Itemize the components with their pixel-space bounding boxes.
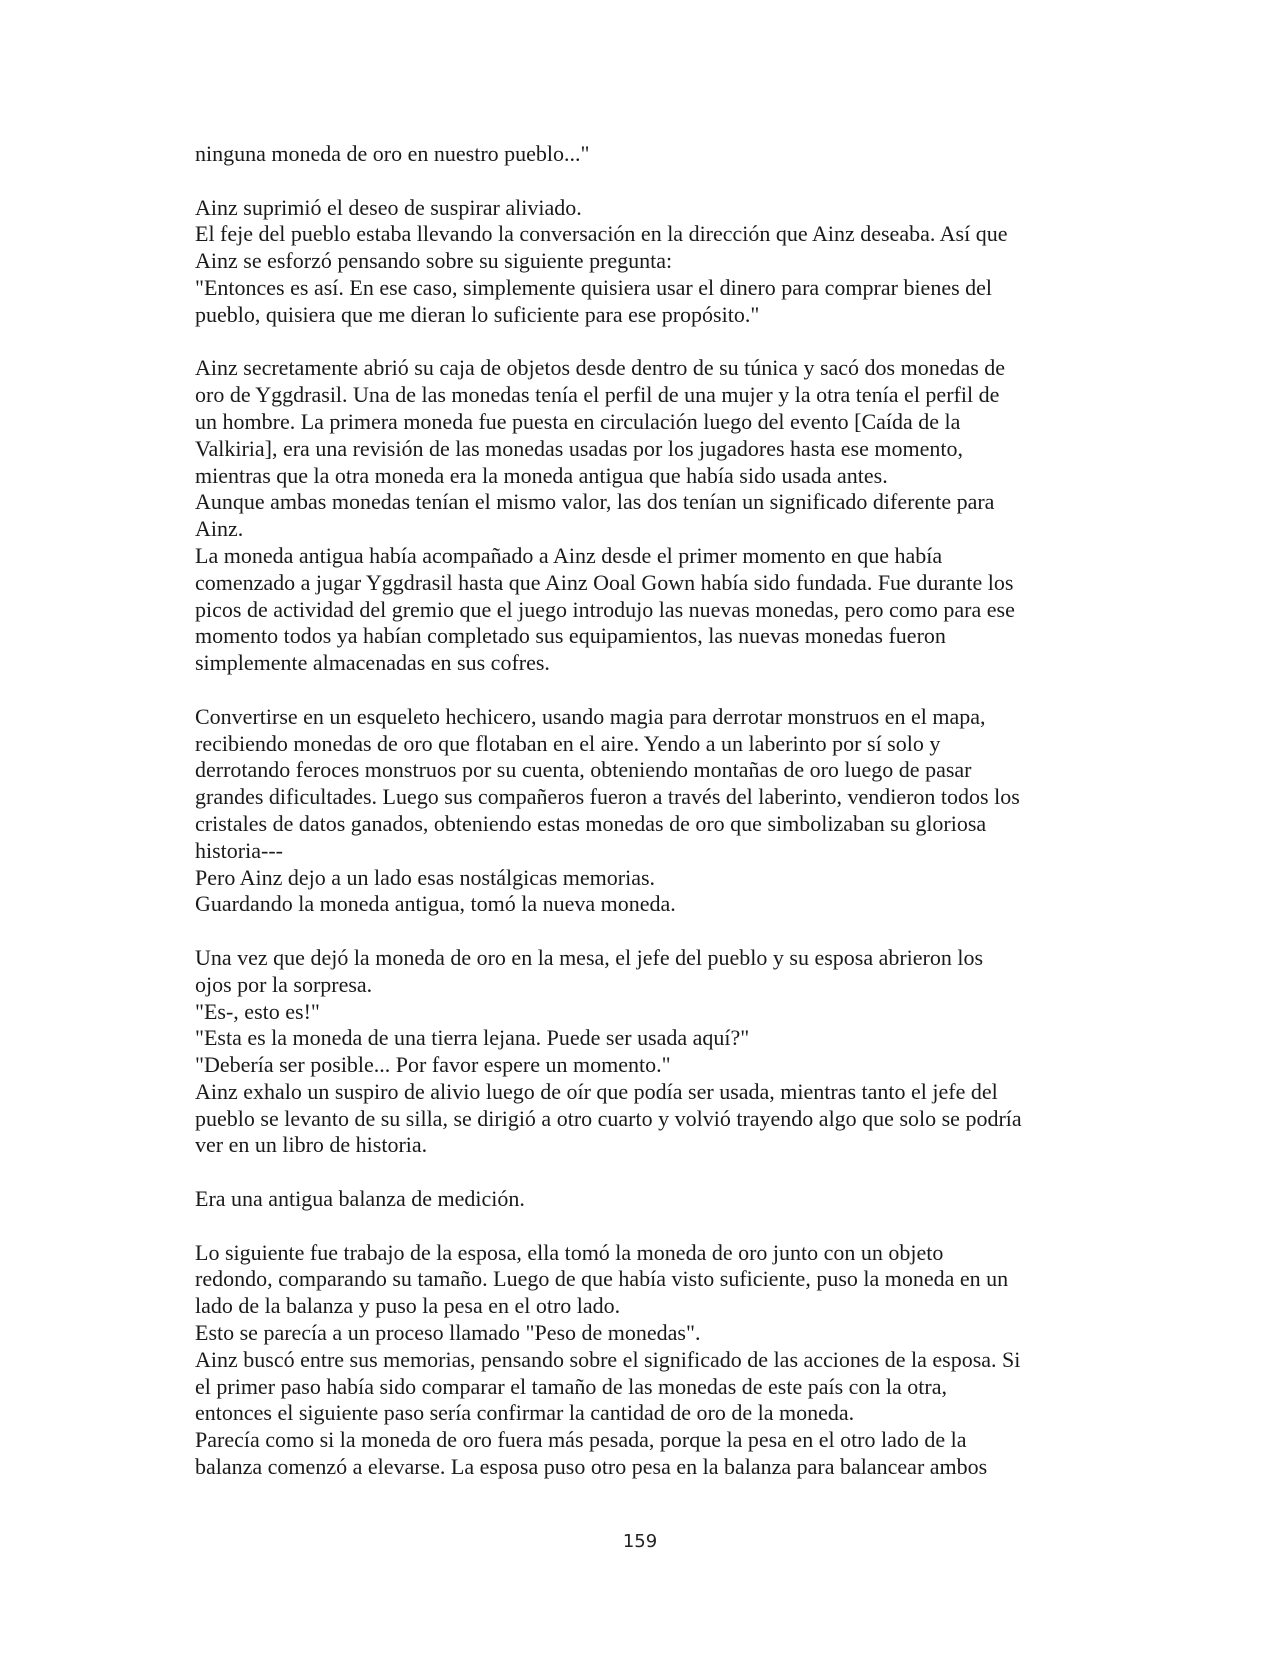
text-line: Convertirse en un esqueleto hechicero, usando magia para derrotar monstruos en el mapa, [195,703,986,729]
text-line: Ainz secretamente abrió su caja de objetos desde dentro de su túnica y sacó dos monedas de [195,355,1006,381]
text-line: entonces el siguiente paso sería confirmar la cantidad de oro de la moneda. [195,1400,855,1426]
text-line: Ainz. [195,516,244,542]
text-line: Era una antigua balanza de medición. [195,1186,525,1212]
text-line: Esto se parecía a un proceso llamado "Peso de monedas". [195,1320,701,1346]
text-line: un hombre. La primera moneda fue puesta en circulación luego del evento [Caída de la [195,408,961,434]
text-line: balanza comenzó a elevarse. La esposa puso otro pesa en la balanza para balancear ambos [195,1454,988,1480]
text-line: lado de la balanza y puso la pesa en el otro lado. [195,1293,621,1319]
text-line: Guardando la moneda antigua, tomó la nueva moneda. [195,891,676,917]
text-line: mientras que la otra moneda era la moneda antigua que había sido usada antes. [195,462,888,488]
text-line: ver en un libro de historia. [195,1132,428,1158]
text-line: Ainz se esforzó pensando sobre su siguiente pregunta: [195,248,673,274]
text-line: "Esta es la moneda de una tierra lejana. Puede ser usada aquí?" [195,1025,750,1051]
text-line: Lo siguiente fue trabajo de la esposa, ella tomó la moneda de oro junto con un objeto [195,1239,944,1265]
text-line: oro de Yggdrasil. Una de las monedas tenía el perfil de una mujer y la otra tenía el perfil de [195,382,1000,408]
text-line: "Entonces es así. En ese caso, simplemente quisiera usar el dinero para comprar bienes del [195,274,993,300]
text-line: simplemente almacenadas en sus cofres. [195,650,550,676]
paragraph-gap [195,1159,1095,1186]
text-line: el primer paso había sido comparar el tamaño de las monedas de este país con la otra, [195,1373,948,1399]
text-line: ojos por la sorpresa. [195,971,373,997]
text-line: La moneda antigua había acompañado a Ainz desde el primer momento en que había [195,542,943,568]
text-line: picos de actividad del gremio que el juego introdujo las nuevas monedas, pero como para ese [195,596,1015,622]
text-line: momento todos ya habían completado sus equipamientos, las nuevas monedas fueron [195,623,946,649]
page-body-text [195,141,1095,1481]
paragraph-gap [195,918,1095,945]
paragraph-gap [195,329,1095,356]
text-line: Ainz buscó entre sus memorias, pensando sobre el significado de las acciones de la esposa. Si [195,1346,1021,1372]
text-line: Parecía como si la moneda de oro fuera más pesada, porque la pesa en el otro lado de la [195,1427,967,1453]
text-line: pueblo se levanto de su silla, se dirigió a otro cuarto y volvió trayendo algo que solo se podría [195,1105,1022,1131]
text-line: El feje del pueblo estaba llevando la conversación en la dirección que Ainz deseaba. Así que [195,221,1008,247]
text-line: pueblo, quisiera que me dieran lo suficiente para ese propósito." [195,301,760,327]
text-line: recibiendo monedas de oro que flotaban en el aire. Yendo a un laberinto por sí solo y [195,730,941,756]
text-line: comenzado a jugar Yggdrasil hasta que Ainz Ooal Gown había sido fundada. Fue durante los [195,569,1014,595]
text-line: ninguna moneda de oro en nuestro pueblo..." [195,141,590,166]
text-line: Pero Ainz dejo a un lado esas nostálgicas memorias. [195,864,656,890]
text-line: Una vez que dejó la moneda de oro en la mesa, el jefe del pueblo y su esposa abrieron los [195,944,984,970]
text-line: "Es-, esto es!" [195,998,320,1024]
paragraph-gap [195,677,1095,704]
text-line: historia--- [195,837,283,863]
text-line: redondo, comparando su tamaño. Luego de que había visto suficiente, puso la moneda en un [195,1266,1009,1292]
page-number: 159 [622,1531,658,1552]
text-line: Valkiria], era una revisión de las monedas usadas por los jugadores hasta ese momento, [195,435,963,461]
text-line: cristales de datos ganados, obteniendo estas monedas de oro que simbolizaban su gloriosa [195,810,987,836]
text-line: Ainz exhalo un suspiro de alivio luego de oír que podía ser usada, mientras tanto el jefe del [195,1078,998,1104]
text-line: grandes dificultades. Luego sus compañeros fueron a través del laberinto, vendieron todos los [195,784,1020,810]
text-line: Ainz suprimió el deseo de suspirar aliviado. [195,194,582,220]
paragraph-gap [195,1213,1095,1240]
paragraph-gap [195,168,1095,195]
text-line: Aunque ambas monedas tenían el mismo valor, las dos tenían un significado diferente para [195,489,995,515]
text-line: "Debería ser posible... Por favor espere un momento." [195,1052,671,1078]
text-line: derrotando feroces monstruos por su cuenta, obteniendo montañas de oro luego de pasar [195,757,972,783]
